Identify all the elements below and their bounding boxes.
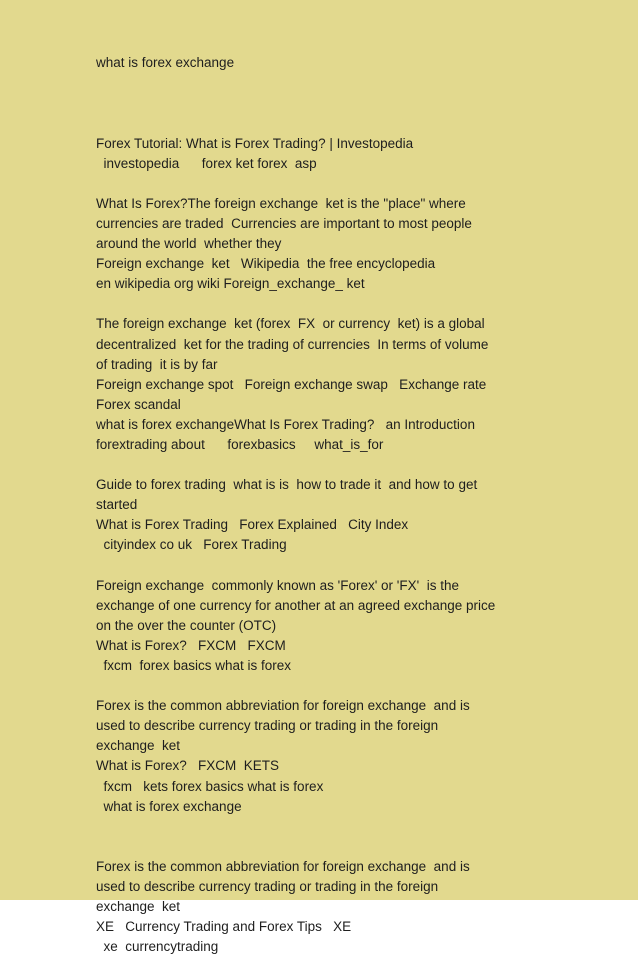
text-line: on the over the counter (OTC) [96, 617, 277, 633]
text-line: en wikipedia org wiki Foreign_exchange_ ket [96, 276, 365, 292]
text-line: What is Forex? FXCM KETS [96, 758, 280, 774]
text-line: Forex is the common abbreviation for foreign exchange and is [96, 858, 470, 874]
text-line: decentralized ket for the trading of currencies In terms of volume [96, 336, 489, 352]
page-title: what is forex exchange [96, 55, 235, 71]
text-line: of trading it is by far [96, 356, 218, 372]
paragraph-spacer [96, 113, 616, 133]
text-line: currencies are traded Currencies are important to most people [96, 215, 472, 231]
text-line: Forex scandal [96, 396, 181, 412]
paragraph-block [96, 314, 616, 455]
paragraph-block [96, 134, 616, 174]
paragraph-block [96, 857, 616, 957]
paragraph-block [96, 696, 616, 817]
text-line: what is forex exchange [96, 798, 242, 814]
text-line: fxcm forex basics what is forex [96, 658, 292, 673]
text-line: Forex is the common abbreviation for foreign exchange and is [96, 698, 470, 714]
paragraph-spacer [96, 817, 616, 837]
text-line: cityindex co uk Forex Trading [96, 537, 287, 553]
text-line: fxcm kets forex basics what is forex [96, 778, 324, 794]
paragraph-spacer [96, 174, 616, 194]
text-line: exchange ket [96, 738, 181, 754]
text-line: exchange ket [96, 899, 181, 915]
text-line: Foreign exchange spot Foreign exchange swap Exchange rate [96, 376, 487, 392]
paragraph-spacer [96, 676, 616, 696]
text-line: Guide to forex trading what is is how to trade it and how to get [96, 477, 478, 493]
text-line: around the world whether they [96, 236, 282, 252]
text-line: used to describe currency trading or trading in the foreign [96, 718, 439, 734]
text-line: investopedia forex ket forex asp [96, 155, 317, 171]
text-line: what is forex exchangeWhat Is Forex Trading? an Introduction [96, 416, 475, 432]
text-line: What is Forex? FXCM FXCM [96, 637, 286, 653]
text-line: Foreign exchange ket Wikipedia the free encyclopedia [96, 256, 436, 272]
text-line: What is Forex Trading Forex Explained City Index [96, 517, 409, 533]
text-line: xe currencytrading [96, 939, 219, 955]
text-line: Forex Tutorial: What is Forex Trading? | Investopedia [96, 135, 414, 151]
paragraph-block [96, 194, 616, 294]
document-body [96, 13, 616, 957]
paragraph-spacer [96, 837, 616, 857]
text-line: XE Currency Trading and Forex Tips XE [96, 919, 352, 935]
text-line: used to describe currency trading or trading in the foreign [96, 879, 439, 895]
text-line: exchange of one currency for another at an agreed exchange price [96, 597, 496, 613]
text-line: forextrading about forexbasics what_is_for [96, 436, 384, 452]
paragraph-block [96, 475, 616, 555]
paragraph-block [96, 576, 616, 676]
text-line: What Is Forex?The foreign exchange ket is the "place" where [96, 195, 466, 211]
paragraph-spacer [96, 556, 616, 576]
text-line: started [96, 497, 138, 513]
paragraph-spacer [96, 455, 616, 475]
text-line: The foreign exchange ket (forex FX or currency ket) is a global [96, 316, 485, 332]
text-line: Foreign exchange commonly known as 'Forex' or 'FX' is the [96, 577, 459, 593]
paragraph-spacer [96, 294, 616, 314]
